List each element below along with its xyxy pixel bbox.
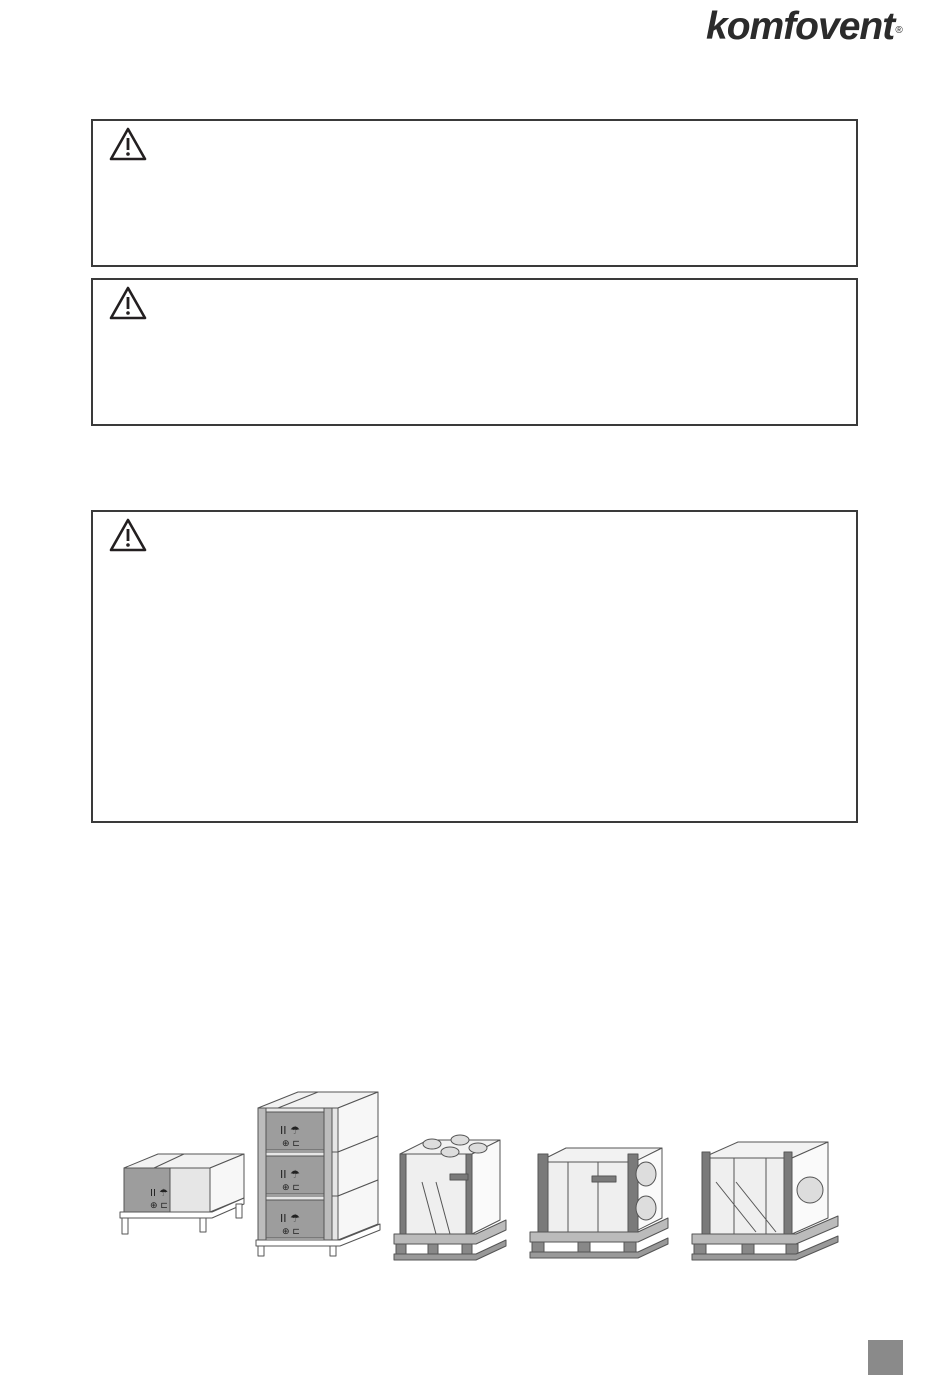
svg-text:⊕ ⊏: ⊕ ⊏ [282, 1183, 300, 1193]
package-stacked-boxes [256, 1092, 380, 1256]
registered-mark: ® [895, 25, 902, 36]
svg-text:II ☂: II ☂ [280, 1212, 300, 1225]
warning-triangle-icon [109, 286, 147, 320]
svg-text:II ☂: II ☂ [150, 1188, 169, 1199]
package-crate-unit-on-pallet [692, 1142, 838, 1260]
svg-text:⊕ ⊏: ⊕ ⊏ [282, 1139, 300, 1149]
package-box-on-feet [120, 1154, 244, 1234]
svg-text:II ☂: II ☂ [280, 1168, 300, 1181]
svg-text:⊕ ⊏: ⊕ ⊏ [150, 1201, 168, 1211]
packaging-illustration [116, 1082, 868, 1288]
package-horizontal-unit-on-pallet [530, 1148, 668, 1258]
warning-triangle-icon [109, 518, 147, 552]
brand-name: komfovent [706, 5, 895, 48]
warning-box-3 [91, 510, 858, 823]
svg-text:II ☂: II ☂ [280, 1124, 300, 1137]
warning-box-2 [91, 278, 858, 426]
svg-text:⊕ ⊏: ⊕ ⊏ [282, 1227, 300, 1237]
warning-triangle-icon [109, 127, 147, 161]
page-tab-marker [868, 1340, 903, 1375]
brand-logo [706, 4, 901, 50]
package-vertical-unit-on-pallet [394, 1135, 506, 1260]
warning-box-1 [91, 119, 858, 267]
